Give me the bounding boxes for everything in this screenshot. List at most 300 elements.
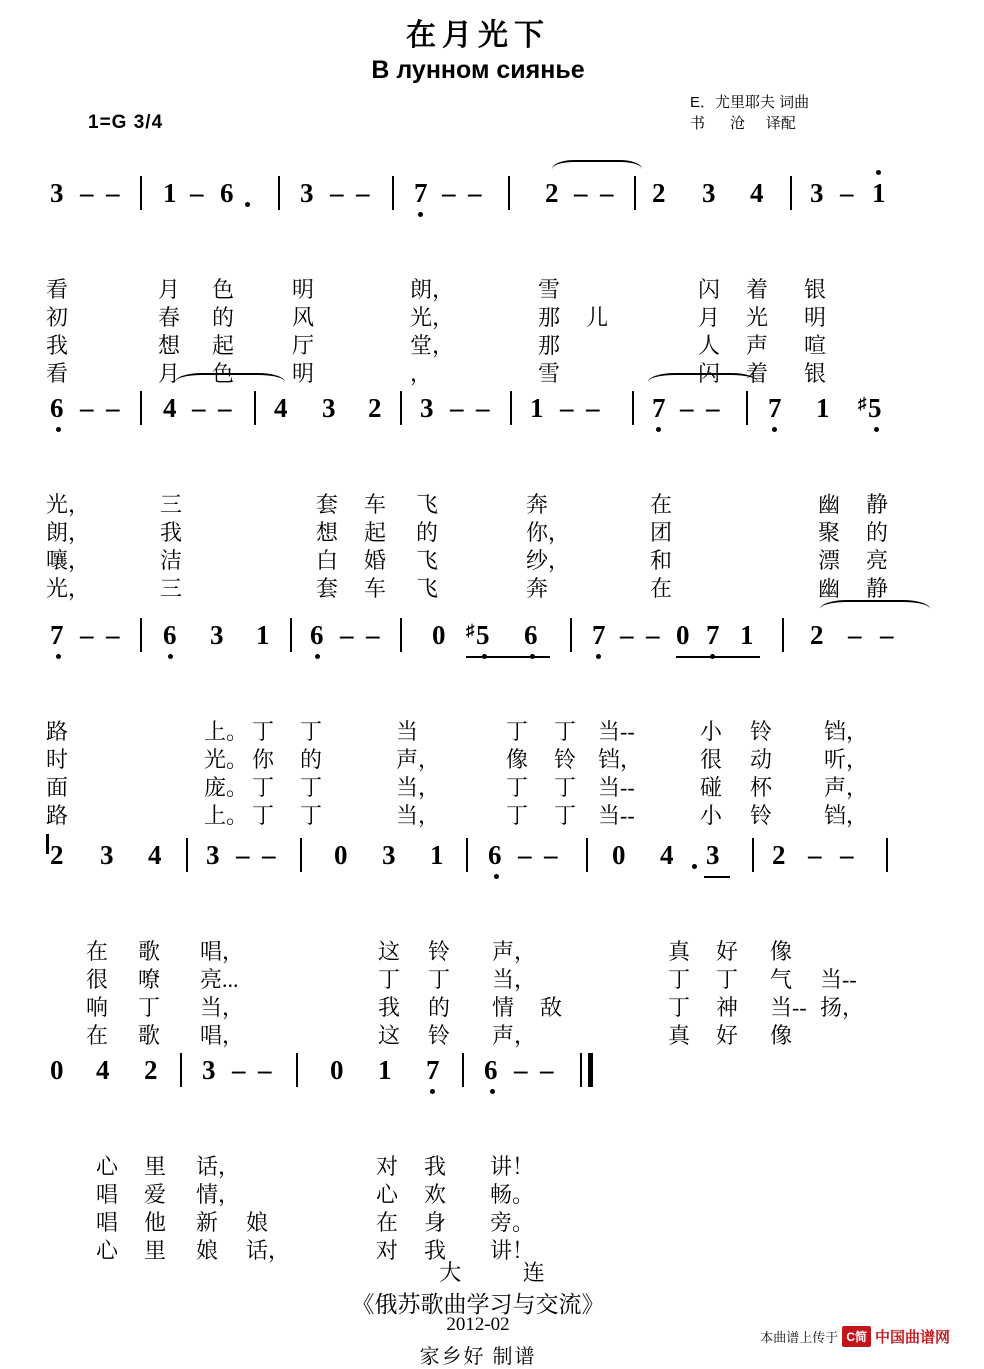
page-title-chinese: 在月光下 [406, 19, 550, 52]
note-dash: – [340, 620, 354, 650]
barline [462, 1053, 464, 1087]
lyric: 铃 [750, 803, 773, 828]
lyric: 丁 [554, 803, 577, 828]
note-dash: – [560, 393, 574, 423]
note: 6 [163, 620, 177, 650]
note: 3 [382, 840, 396, 870]
lyric: 心 [96, 1154, 119, 1179]
lyric: 嚷， [46, 548, 91, 573]
lyric: 我 [424, 1154, 447, 1179]
lyric: 神 [716, 995, 739, 1020]
barline [782, 618, 784, 652]
lyric: 声， [396, 747, 441, 772]
note: 4 [163, 393, 177, 423]
staff-system-3 [0, 620, 956, 828]
lyric: 情， [196, 1182, 241, 1207]
lyric: 月 [698, 305, 721, 330]
lyric: 在 [650, 492, 673, 517]
lyric: 扬， [820, 995, 865, 1020]
barline [508, 176, 510, 210]
note: 4 [274, 393, 288, 423]
lyric: 和 [650, 548, 673, 573]
lyric: 幽 [818, 492, 841, 517]
note: 5 [868, 393, 882, 423]
note: 0 [50, 1055, 64, 1085]
lyric: 上。 [204, 719, 249, 744]
note-dash: – [680, 393, 694, 423]
note: 3 [202, 1055, 216, 1085]
lyric: 面 [46, 775, 69, 800]
lyric: 亮 [866, 548, 889, 573]
lyric: 对 [376, 1238, 399, 1263]
lyric: 飞 [416, 548, 439, 573]
note: 6 [50, 393, 64, 423]
lyric: 银 [804, 277, 827, 302]
barline [632, 391, 634, 425]
lyric: 丁 [428, 967, 451, 992]
note-dash: – [518, 840, 532, 870]
note: 3 [210, 620, 224, 650]
beam-line [676, 656, 760, 658]
lyric: 丁 [300, 775, 323, 800]
note: 4 [96, 1055, 110, 1085]
lyric: 好 [716, 939, 739, 964]
note-dash: – [232, 1055, 246, 1085]
note-dash: – [646, 620, 660, 650]
note-dash: – [236, 840, 250, 870]
note: 0 [334, 840, 348, 870]
lyrics-block-3 [0, 664, 956, 828]
barline [290, 618, 292, 652]
upload-credit-text: 本曲谱上传于 [760, 1330, 839, 1345]
note-dash: – [218, 393, 232, 423]
octave-dot [874, 427, 879, 432]
lyric: 厅 [292, 333, 315, 358]
lyric: 气 [770, 967, 793, 992]
lyric: 歌 [138, 939, 161, 964]
note-dash: – [330, 178, 344, 208]
note: 3 [322, 393, 336, 423]
lyric: 亮... [200, 967, 239, 992]
lyric: 当 [396, 719, 419, 744]
lyric: 明 [804, 305, 827, 330]
note-dash: – [258, 1055, 272, 1085]
sharp-accidental: ♯ [858, 394, 867, 413]
lyric: 套 [316, 492, 339, 517]
lyric: 铛， [598, 747, 643, 772]
lyric: 像 [770, 1023, 793, 1048]
lyric: 奔 [526, 576, 549, 601]
note: 1 [816, 393, 830, 423]
note: 1 [378, 1055, 392, 1085]
lyric: 的 [212, 305, 235, 330]
barline [634, 176, 636, 210]
lyric: 喧 [804, 333, 827, 358]
lyric: 明 [292, 361, 315, 386]
lyric: 声 [746, 333, 769, 358]
note-dash: – [706, 393, 720, 423]
note: 3 [706, 840, 720, 870]
note: 3 [300, 178, 314, 208]
credits [690, 92, 809, 134]
barline [886, 838, 888, 872]
octave-dot [315, 654, 320, 659]
note-row-2 [0, 393, 956, 437]
lyric: 当-- [820, 967, 857, 992]
note: 1 [740, 620, 754, 650]
note: 5 [476, 620, 490, 650]
lyric: 丁 [378, 967, 401, 992]
lyric: 声， [492, 939, 537, 964]
lyric: 想 [316, 520, 339, 545]
site-logo-icon: C简 [842, 1326, 871, 1347]
lyric: 敌 [540, 995, 563, 1020]
lyric: 心 [376, 1182, 399, 1207]
lyric: 时 [46, 747, 69, 772]
lyric: 看 [46, 277, 69, 302]
note: 6 [524, 620, 538, 650]
lyric: 上。 [204, 803, 249, 828]
note-dash: – [106, 620, 120, 650]
lyric: 小 [700, 803, 723, 828]
note: 2 [545, 178, 559, 208]
footer-date: 2012-02 [446, 1314, 510, 1335]
note: 3 [206, 840, 220, 870]
footer-city: 大 连 [439, 1260, 573, 1285]
note: 7 [426, 1055, 440, 1085]
barline [752, 838, 754, 872]
lyric: 朗， [46, 520, 91, 545]
lyric: 起 [212, 333, 235, 358]
staff-system-1 [0, 178, 956, 386]
lyric: 的 [428, 995, 451, 1020]
lyric: 光， [46, 576, 91, 601]
lyric: 在 [86, 1023, 109, 1048]
lyric: 庞。 [204, 775, 249, 800]
note-dash: – [106, 393, 120, 423]
barline [570, 618, 572, 652]
lyric: 色 [212, 277, 235, 302]
lyric: 那 [538, 305, 561, 330]
lyric: 色 [212, 361, 235, 386]
barline [400, 618, 402, 652]
lyric: 飞 [416, 492, 439, 517]
octave-dot [245, 202, 250, 207]
lyric: 很 [86, 967, 109, 992]
lyric: 心 [96, 1238, 119, 1263]
note-dash: – [80, 178, 94, 208]
note-dash: – [190, 178, 204, 208]
octave-dot [168, 654, 173, 659]
lyric: 他 [144, 1210, 167, 1235]
barline [140, 618, 142, 652]
lyric: 嘹 [138, 967, 161, 992]
lyric: 丁 [506, 803, 529, 828]
note-dash: – [600, 178, 614, 208]
lyric: 当， [396, 775, 441, 800]
lyric: 婚 [364, 548, 387, 573]
barline [140, 176, 142, 210]
lyric: 路 [46, 719, 69, 744]
lyric: 静 [866, 492, 889, 517]
lyric: 奔 [526, 492, 549, 517]
lyric: 三 [160, 576, 183, 601]
barline [510, 391, 512, 425]
lyric: 我 [378, 995, 401, 1020]
note: 4 [750, 178, 764, 208]
lyric: 丁 [506, 719, 529, 744]
lyric: 车 [364, 492, 387, 517]
note: 2 [810, 620, 824, 650]
lyric: 漂 [818, 548, 841, 573]
lyric: 丁 [668, 995, 691, 1020]
note-dash: – [262, 840, 276, 870]
lyric: 光。 [204, 747, 249, 772]
lyric: 三 [160, 492, 183, 517]
lyric: 飞 [416, 576, 439, 601]
lyric: 畅。 [490, 1182, 535, 1207]
lyric: 在 [86, 939, 109, 964]
note-row-5 [0, 1055, 956, 1099]
beam-line [466, 656, 550, 658]
lyric: 爱 [144, 1182, 167, 1207]
note-row-1 [0, 178, 956, 222]
lyric: 初 [46, 305, 69, 330]
lyric: 当-- [770, 995, 807, 1020]
lyric: 在 [376, 1210, 399, 1235]
octave-dot [56, 654, 61, 659]
note-dash: – [544, 840, 558, 870]
note: 1 [163, 178, 177, 208]
lyric: 着 [746, 361, 769, 386]
note-dash: – [514, 1055, 528, 1085]
lyric: 里 [144, 1238, 167, 1263]
note: 7 [592, 620, 606, 650]
lyric: 朗， [410, 277, 455, 302]
note-row-3 [0, 620, 956, 664]
lyric: 丁 [716, 967, 739, 992]
lyric: 看 [46, 361, 69, 386]
barline [296, 1053, 298, 1087]
lyric: 歌 [138, 1023, 161, 1048]
note-dash: – [476, 393, 490, 423]
lyric: 幽 [818, 576, 841, 601]
lyric: 月 [158, 277, 181, 302]
lyric: 你， [526, 520, 571, 545]
lyric: 洁 [160, 548, 183, 573]
lyric: 娘 [246, 1210, 269, 1235]
lyric: 套 [316, 576, 339, 601]
note-dash: – [840, 178, 854, 208]
note: 7 [414, 178, 428, 208]
lyric: 讲！ [490, 1154, 535, 1179]
lyric: 杯 [750, 775, 773, 800]
lyric: 儿 [586, 305, 609, 330]
lyric: 丁 [138, 995, 161, 1020]
site-name[interactable]: 中国曲谱网 [874, 1329, 950, 1346]
lyric: 唱 [96, 1210, 119, 1235]
lyric: 欢 [424, 1182, 447, 1207]
lyrics-block-2 [0, 437, 956, 601]
note: 7 [652, 393, 666, 423]
octave-dot [596, 654, 601, 659]
note: 2 [368, 393, 382, 423]
slur [175, 373, 285, 391]
note-dash: – [586, 393, 600, 423]
octave-dot [656, 427, 661, 432]
lyric: 好 [716, 1023, 739, 1048]
lyric: 丁 [554, 719, 577, 744]
lyrics-block-4 [0, 884, 956, 1048]
lyric: 风 [292, 305, 315, 330]
lyric: 明 [292, 277, 315, 302]
lyric: 人 [698, 333, 721, 358]
lyric: 丁 [252, 719, 275, 744]
note: 6 [484, 1055, 498, 1085]
octave-dot [56, 427, 61, 432]
lyric: 我 [160, 520, 183, 545]
note-dash: – [80, 620, 94, 650]
note: 1 [256, 620, 270, 650]
lyric: 娘 [196, 1238, 219, 1263]
lyric: 对 [376, 1154, 399, 1179]
lyric: 车 [364, 576, 387, 601]
octave-dot [494, 874, 499, 879]
lyric: 旁。 [490, 1210, 535, 1235]
lyric: 丁 [300, 719, 323, 744]
lyric: 身 [424, 1210, 447, 1235]
barline [278, 176, 280, 210]
lyric: 碰 [700, 775, 723, 800]
lyric: 当-- [598, 803, 635, 828]
lyric: 唱， [200, 1023, 245, 1048]
lyric: 新 [196, 1210, 219, 1235]
barline [180, 1053, 182, 1087]
note-dash: – [840, 840, 854, 870]
note: 0 [330, 1055, 344, 1085]
lyric: 这 [378, 939, 401, 964]
octave-dot [772, 427, 777, 432]
note-dash: – [106, 178, 120, 208]
note: 0 [676, 620, 690, 650]
lyric: 静 [866, 576, 889, 601]
lyric: 铃 [428, 1023, 451, 1048]
barline [746, 391, 748, 425]
note: 6 [220, 178, 234, 208]
barline [140, 391, 142, 425]
note: 3 [810, 178, 824, 208]
lyric: 丁 [252, 775, 275, 800]
note-dash: – [620, 620, 634, 650]
lyric: 铛， [824, 719, 869, 744]
octave-dot [876, 170, 881, 175]
lyric: 团 [650, 520, 673, 545]
octave-dot [490, 1089, 495, 1094]
note: 1 [430, 840, 444, 870]
footer-publication: 《俄苏歌曲学习与交流》 [351, 1292, 605, 1317]
repeat-mark [46, 834, 49, 854]
note: 7 [50, 620, 64, 650]
note-dash: – [356, 178, 370, 208]
lyric: 闪 [698, 277, 721, 302]
slur [552, 160, 642, 178]
lyric: 春 [158, 305, 181, 330]
beam-line [704, 876, 730, 878]
lyric: 当， [492, 967, 537, 992]
lyric: 雪 [538, 361, 561, 386]
lyric: 月 [158, 361, 181, 386]
lyric: 唱 [96, 1182, 119, 1207]
lyric: 雪 [538, 277, 561, 302]
lyric: 当-- [598, 719, 635, 744]
key-signature: 1=G 3/4 [88, 112, 164, 133]
note-dash: – [808, 840, 822, 870]
lyric: 的 [300, 747, 323, 772]
note-dash: – [450, 393, 464, 423]
lyric: 丁 [554, 775, 577, 800]
barline [466, 838, 468, 872]
lyric: 当-- [598, 775, 635, 800]
lyric: ， [410, 361, 433, 386]
note-dash: – [848, 620, 862, 650]
note: 4 [148, 840, 162, 870]
lyric: 光， [410, 305, 455, 330]
lyric: 像 [506, 747, 529, 772]
barline [790, 176, 792, 210]
lyric: 响 [86, 995, 109, 1020]
barline [186, 838, 188, 872]
note-dash: – [880, 620, 894, 650]
barline [400, 391, 402, 425]
note: 3 [50, 178, 64, 208]
lyric: 想 [158, 333, 181, 358]
lyric: 闪 [698, 361, 721, 386]
note-dash: – [468, 178, 482, 208]
lyric: 里 [144, 1154, 167, 1179]
note-dash: – [442, 178, 456, 208]
footer-engraver: 家乡好 制谱 [419, 1346, 537, 1368]
staff-system-5 [0, 1055, 956, 1263]
note: 3 [702, 178, 716, 208]
staff-system-4 [0, 840, 956, 1048]
note: 3 [100, 840, 114, 870]
lyrics-block-1 [0, 222, 956, 386]
lyric: 在 [650, 576, 673, 601]
note: 6 [488, 840, 502, 870]
lyric: 堂， [410, 333, 455, 358]
note-dash: – [574, 178, 588, 208]
slur [648, 373, 758, 391]
credit-composer: E．尤里耶夫 词曲 [690, 94, 810, 111]
lyric: 着 [746, 277, 769, 302]
barline [392, 176, 394, 210]
page-title-russian: В лунном сиянье [371, 56, 585, 84]
lyric: 很 [700, 747, 723, 772]
final-barline-thick [588, 1053, 593, 1087]
lyric: 我 [46, 333, 69, 358]
lyric: 的 [866, 520, 889, 545]
barline [300, 838, 302, 872]
final-barline-thin [580, 1053, 582, 1087]
note: 2 [144, 1055, 158, 1085]
lyric: 情 [492, 995, 515, 1020]
lyric: 纱， [526, 548, 571, 573]
note: 4 [660, 840, 674, 870]
lyric: 唱， [200, 939, 245, 964]
lyric: 铃 [428, 939, 451, 964]
note: 0 [432, 620, 446, 650]
lyric: 真 [668, 939, 691, 964]
